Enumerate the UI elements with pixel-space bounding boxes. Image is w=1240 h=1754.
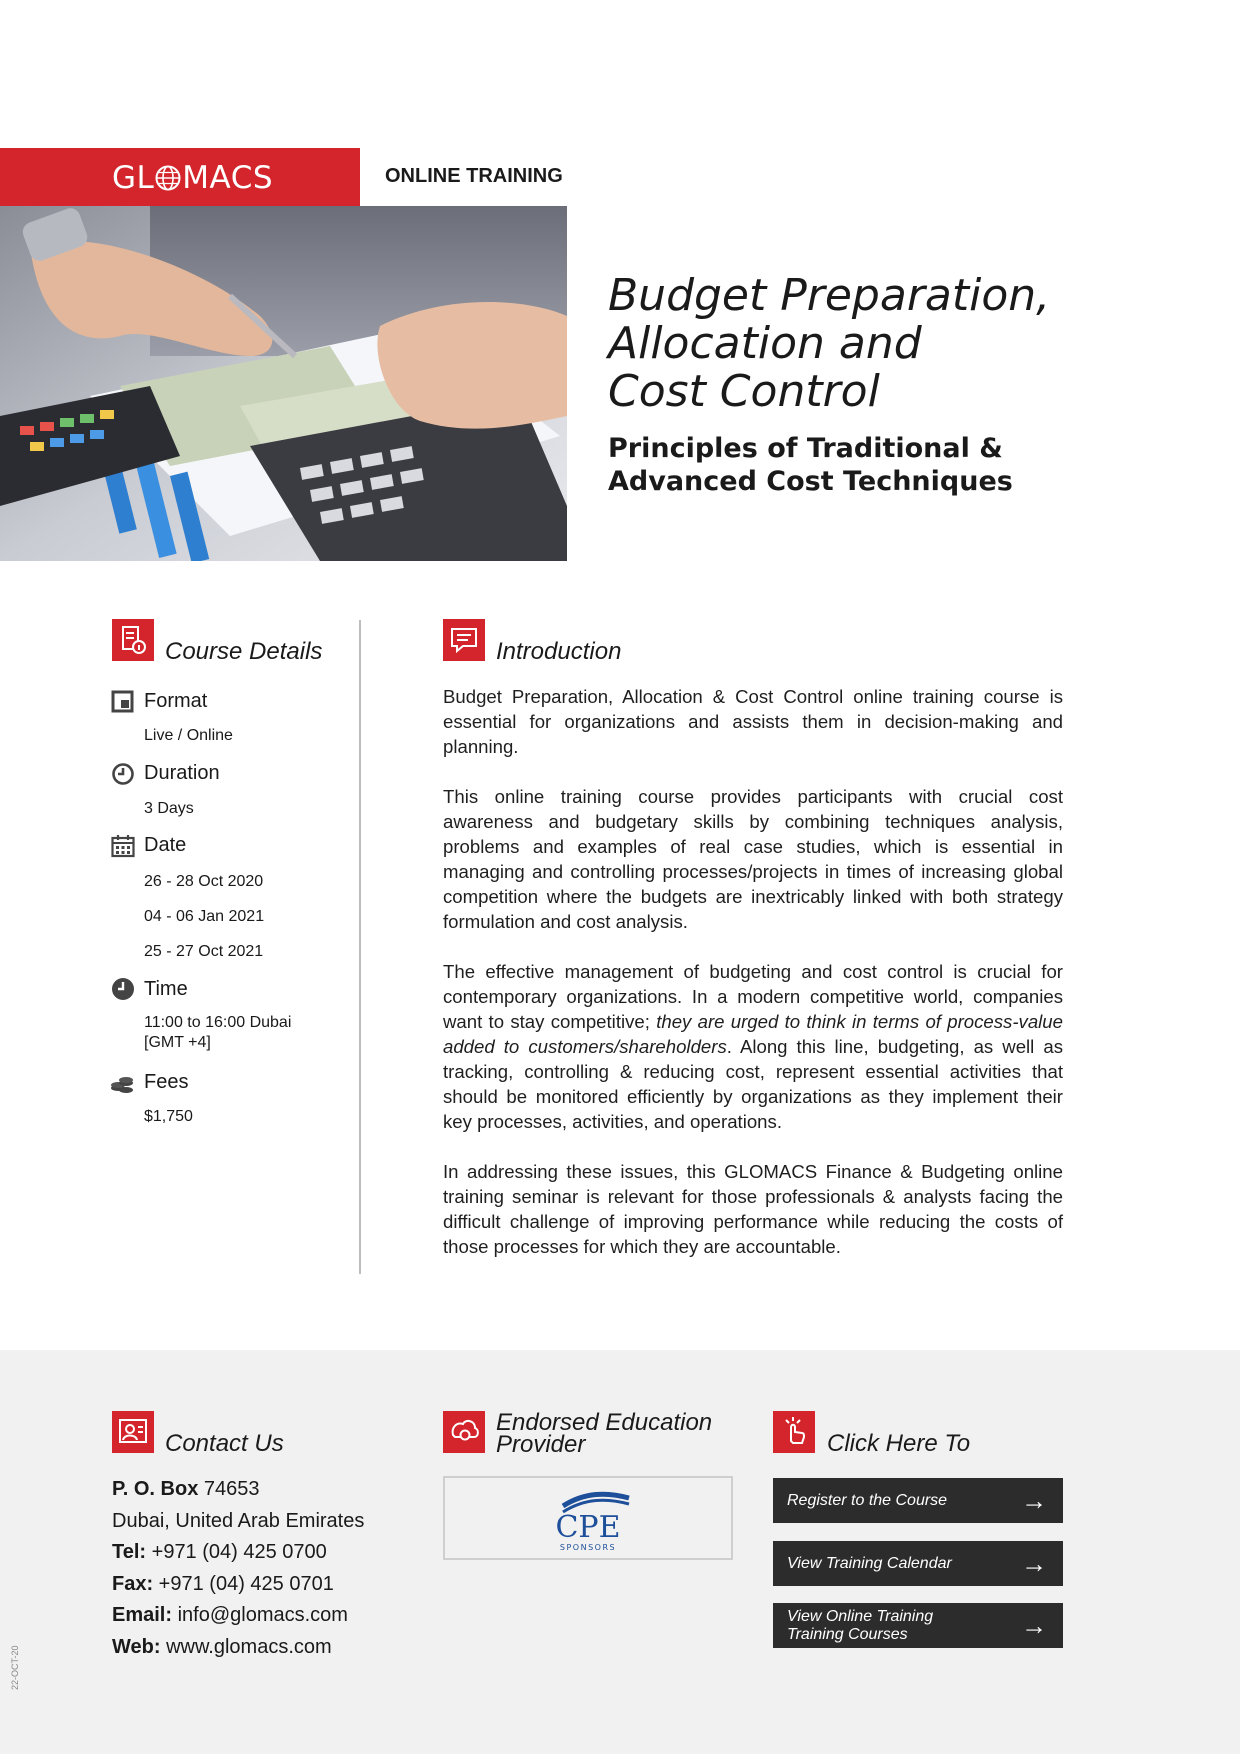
view-online-training-label-line-1: View Online Training	[787, 1607, 934, 1625]
column-divider	[359, 620, 361, 1274]
contact-heading: Contact Us	[165, 1430, 284, 1457]
cpe-sponsors-text: SPONSORS	[559, 1543, 617, 1552]
cpe-sponsor-badge	[443, 1476, 733, 1560]
date-value-3: 25 - 27 Oct 2021	[144, 943, 264, 960]
intro-paragraph-3	[443, 959, 1063, 1134]
subtitle-line-2: Advanced Cost Techniques	[608, 466, 1013, 497]
endorsed-icon	[443, 1411, 485, 1453]
intro-paragraph-3-emphasis: they are urged to think in terms of process-value added to customers/shareholders	[443, 1011, 1063, 1057]
tel-label: Tel:	[112, 1541, 147, 1563]
intro-paragraph-3-a: The effective management of budgeting and cost control is crucial for contemporary organizations. In a modern competitive world, companies want to stay competitive;	[443, 961, 1063, 1032]
duration-label: Duration	[144, 762, 220, 784]
course-subtitle	[608, 432, 1208, 498]
web-link[interactable]: www.glomacs.com	[160, 1635, 332, 1658]
tel-value: +971 (04) 425 0700	[146, 1541, 327, 1563]
logo-text-left: GL	[112, 160, 155, 196]
register-course-button[interactable]	[773, 1478, 1063, 1523]
date-value-2: 04 - 06 Jan 2021	[144, 908, 265, 925]
fax-value: +971 (04) 425 0701	[153, 1572, 334, 1595]
course-title	[608, 272, 1208, 416]
time-icon	[111, 977, 135, 1001]
online-training-tagline: ONLINE TRAINING	[385, 165, 563, 187]
format-label: Format	[144, 690, 208, 712]
intro-paragraph-2: This online training course provides participants with crucial cost awareness and budgetary skills by combining techniques analysis, problems and examples of real case studies, which is essential in managing and controlling processes/projects in times of increasing global competition where the budgets are inextricably linked with both strategy formulation and cost analysis.	[443, 786, 1063, 932]
title-line-3: Cost Control	[608, 366, 880, 417]
globe-icon	[155, 165, 181, 191]
arrow-right-icon: →	[1021, 1610, 1047, 1640]
intro-paragraph-4: In addressing these issues, this GLOMACS Finance & Budgeting online training seminar is relevant for those professionals & analysts facing the difficult challenge of improving performance while reducing the costs of those processes for which they are accountable.	[443, 1161, 1063, 1257]
cpe-logo	[445, 1478, 731, 1558]
click-here-heading: Click Here To	[827, 1430, 971, 1457]
calendar-icon	[111, 834, 135, 858]
fax-line	[112, 1569, 364, 1601]
fees-label: Fees	[144, 1071, 189, 1093]
endorsed-heading	[496, 1409, 713, 1458]
contact-icon	[112, 1411, 154, 1453]
fax-label: Fax:	[112, 1572, 154, 1595]
course-details-heading: Course Details	[165, 638, 323, 665]
coins-icon	[110, 1072, 134, 1096]
time-value-line-1: 11:00 to 16:00 Dubai	[144, 1014, 292, 1031]
date-label: Date	[144, 834, 187, 856]
register-course-label: Register to the Course	[787, 1491, 948, 1509]
title-line-2: Allocation and	[608, 318, 922, 369]
click-here-icon	[773, 1411, 815, 1453]
logo-text-right: MACS	[182, 160, 274, 196]
hero-illustration	[0, 206, 567, 561]
time-value	[144, 1013, 291, 1053]
email-line	[112, 1600, 364, 1632]
format-icon	[111, 690, 135, 714]
contact-details	[112, 1474, 364, 1663]
glomacs-logo	[112, 160, 273, 196]
duration-value: 3 Days	[144, 800, 194, 817]
time-value-line-2: [GMT +4]	[144, 1034, 211, 1051]
cpe-text: CPE	[555, 1510, 621, 1545]
arrow-right-icon: →	[1021, 1485, 1047, 1515]
web-label: Web:	[112, 1635, 161, 1658]
introduction-heading: Introduction	[496, 638, 622, 665]
introduction-icon	[443, 619, 485, 661]
email-label: Email:	[112, 1604, 173, 1626]
address-line: Dubai, United Arab Emirates	[112, 1509, 365, 1532]
subtitle-line-1: Principles of Traditional &	[608, 433, 1003, 464]
format-value: Live / Online	[144, 727, 233, 744]
email-link[interactable]: info@glomacs.com	[172, 1604, 348, 1626]
view-online-training-courses-button[interactable]	[773, 1603, 1063, 1648]
endorsed-heading-line-2: Provider	[496, 1431, 586, 1458]
date-value-1: 26 - 28 Oct 2020	[144, 873, 264, 890]
web-line	[112, 1632, 364, 1664]
intro-paragraph-1: Budget Preparation, Allocation & Cost Control online training course is essential for organizations and assists them in decision-making and planning.	[443, 686, 1063, 757]
time-label: Time	[144, 978, 188, 1000]
view-online-training-label-line-2: Training Courses	[787, 1625, 908, 1643]
fees-value: $1,750	[144, 1108, 193, 1125]
course-details-icon	[112, 619, 154, 661]
view-training-calendar-button[interactable]	[773, 1541, 1063, 1586]
hero-image	[0, 206, 567, 561]
endorsed-heading-line-1: Endorsed Education	[496, 1409, 713, 1436]
intro-paragraph-3-b: . Along this line, budgeting, as well as tracking, controlling & reducing cost, represent essential activities that should be monitored efficiently by organizations as they implement their key processes, activities, and operations.	[443, 1036, 1064, 1132]
pobox-value: 74653	[198, 1478, 260, 1500]
tel-line	[112, 1537, 364, 1569]
pobox-line	[112, 1474, 364, 1506]
arrow-right-icon: →	[1021, 1548, 1047, 1578]
version-mark: 22-OCT-20	[10, 1645, 20, 1690]
view-training-calendar-label: View Training Calendar	[787, 1554, 952, 1572]
title-line-1: Budget Preparation,	[608, 270, 1051, 321]
introduction-text	[443, 684, 1063, 1284]
clock-icon	[111, 762, 135, 786]
pobox-label: P. O. Box	[112, 1478, 199, 1500]
view-online-training-label	[787, 1608, 1007, 1644]
